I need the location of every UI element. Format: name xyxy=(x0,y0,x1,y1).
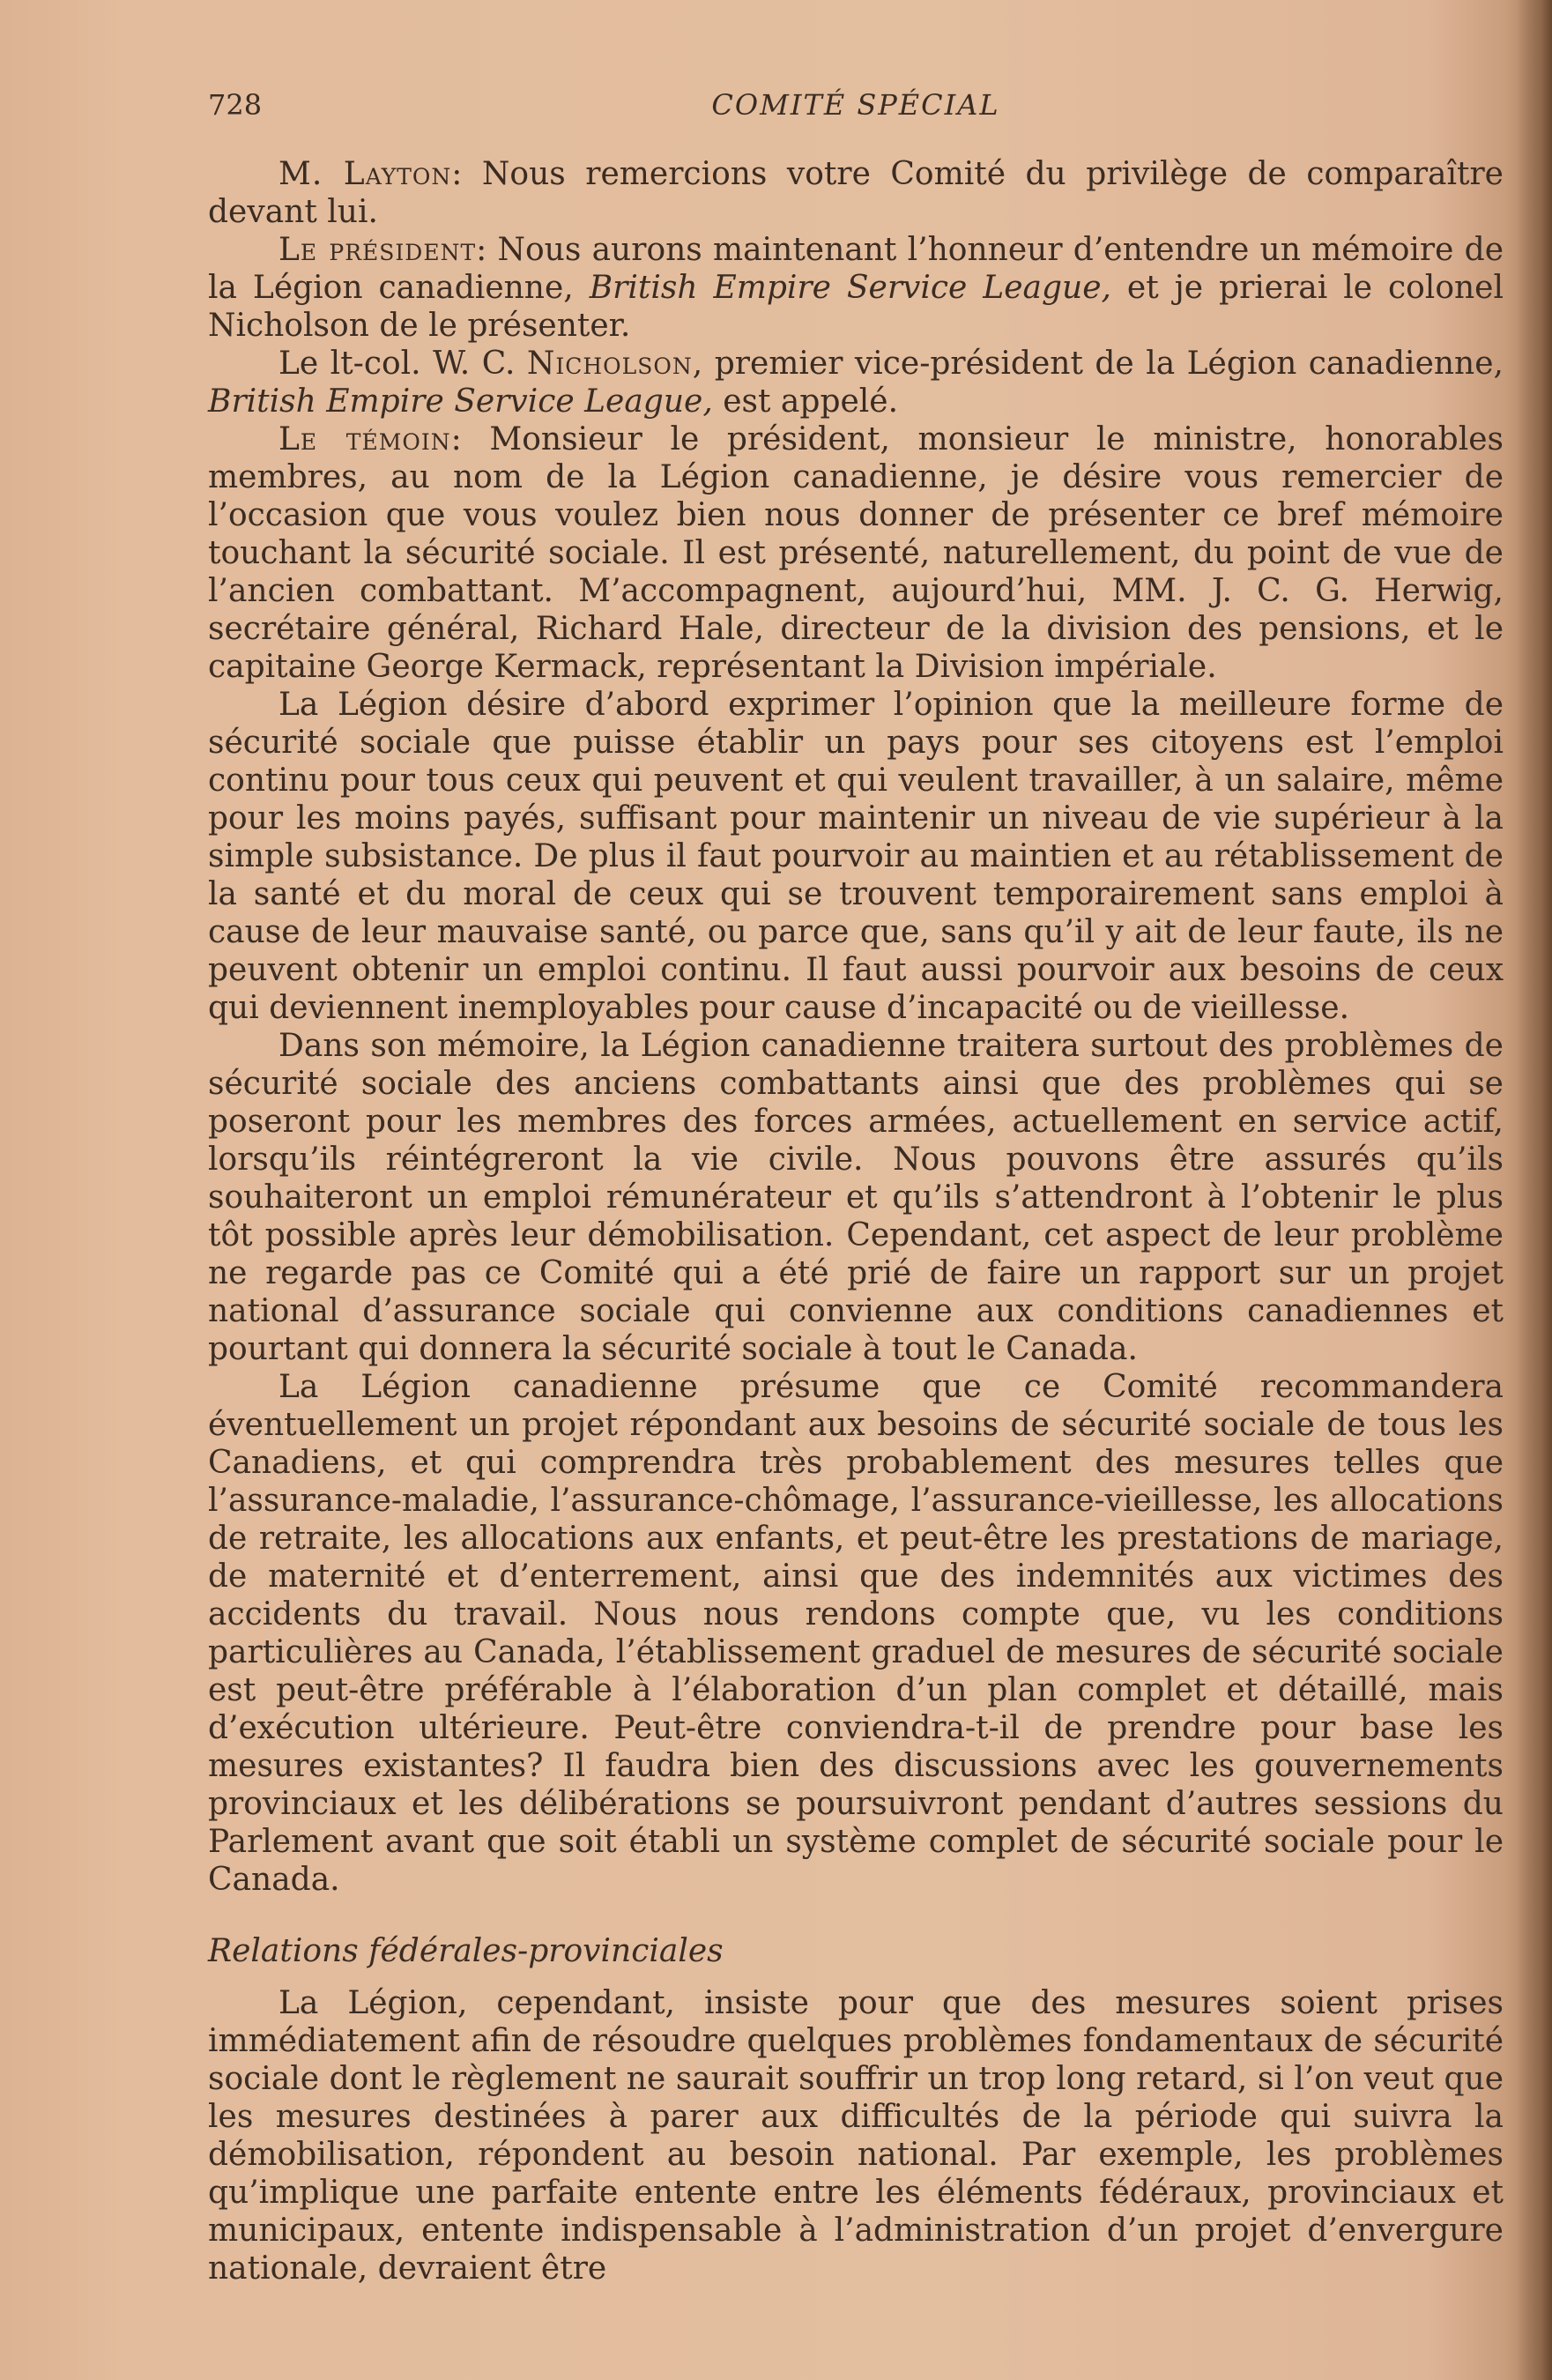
page-header xyxy=(208,88,1504,132)
paragraph-text: et je prierai le colonel Nicholson de le présenter. xyxy=(208,270,1504,344)
speaker-name: Le président xyxy=(278,232,477,268)
paragraph-text: : Nous remercions votre Comité du privilège de comparaître devant lui. xyxy=(208,156,1504,230)
body-text xyxy=(208,155,1504,2287)
paragraph-layton xyxy=(208,155,1504,231)
paragraph-text: : Nous aurons maintenant l’honneur d’entendre un mémoire de la Légion canadienne, xyxy=(208,232,1504,306)
paragraph-nicholson xyxy=(208,345,1504,420)
paragraph-recommendation: La Légion canadienne présume que ce Comité recommandera éventuellement un projet répondant aux besoins de sécurité sociale de tous les Canadiens, et qui comprendra très probablement des mesures telles que l’assurance-maladie, l’assurance-chômage, l’assurance-vieillesse, les allocations de retraite, les allocations aux enfants, et peut-être les prestations de mariage, de maternité et d’enterrement, ainsi que des indemnités aux victimes des accidents du travail. Nous nous rendons compte que, vu les conditions particulières au Canada, l’établissement graduel de mesures de sécurité sociale est peut-être préférable à l’élaboration d’un plan complet et détaillé, mais d’exécution ultérieure. Peut-être conviendra-t-il de prendre pour base les mesures existantes? Il faudra bien des discussions avec les gouvernements provinciaux et les délibérations se poursuivront pendant d’autres sessions du Parlement avant que soit établi un système complet de sécurité sociale pour le Canada. xyxy=(208,1369,1504,1898)
paragraph-veterans: Dans son mémoire, la Légion canadienne traitera surtout des problèmes de sécurité sociale des anciens combattants ainsi que des problèmes qui se poseront pour les membres des forces armées, actuellement en service actif, lorsqu’ils réintégreront la vie civile. Nous pouvons être assurés qu’ils souhaiteront un emploi rémunérateur et qu’ils s’attendront à l’obtenir le plus tôt possible après leur démobilisation. Cependant, cet aspect de leur problème ne regarde pas ce Comité qui a été prié de faire un rapport sur un projet national d’assurance sociale qui convienne aux conditions canadiennes et pourtant qui donnera la sécurité sociale à tout le Canada. xyxy=(208,1028,1504,1367)
speaker-name: Nicholson xyxy=(526,346,693,382)
organization-name: British Empire Service League, xyxy=(208,383,713,420)
speaker-name: M. Layton xyxy=(278,156,452,192)
paragraph-text: est appelé. xyxy=(712,383,899,420)
section-heading: Relations fédérales-provinciales xyxy=(208,1933,724,1969)
page-number: 728 xyxy=(208,88,263,122)
paragraph-text: , premier vice-président de la Légion canadienne, xyxy=(692,346,1504,382)
running-head: COMITÉ SPÉCIAL xyxy=(711,88,1000,122)
paragraph-president xyxy=(208,231,1504,345)
paragraph-text: Le lt-col. W. C. xyxy=(278,346,527,382)
paragraph-text: : Monsieur le président, monsieur le ministre, honorables membres, au nom de la Légion canadienne, je désire vous remercier de l’occasion que vous voulez bien nous donner de présenter ce bref mémoire touchant la sécurité sociale. Il est présenté, naturellement, du point de vue de l’ancien combattant. M’accompagnent, aujourd’hui, MM. J. C. G. Herwig, secrétaire général, Richard Hale, directeur de la division des pensions, et le capitaine George Kermack, représentant la Division impériale. xyxy=(208,421,1504,685)
organization-name: British Empire Service League, xyxy=(589,270,1111,306)
paragraph-federal-provincial: La Légion, cependant, insiste pour que des mesures soient prises immédiatement afin de résoudre quelques problèmes fondamentaux de sécurité sociale dont le règlement ne saurait souffrir un trop long retard, si l’on veut que les mesures destinées à parer aux difficultés de la période qui suivra la démobilisation, répondent au besoin national. Par exemple, les problèmes qu’implique une parfaite entente entre les éléments fédéraux, provinciaux et municipaux, entente indispensable à l’administration d’un projet d’envergure nationale, devraient être xyxy=(208,1985,1504,2287)
speaker-name: Le témoin xyxy=(278,421,451,457)
paragraph-social-security: La Légion désire d’abord exprimer l’opinion que la meilleure forme de sécurité sociale que puisse établir un pays pour ses citoyens est l’emploi continu pour tous ceux qui peuvent et qui veulent travailler, à un salaire, même pour les moins payés, suffisant pour maintenir un niveau de vie supérieur à la simple subsistance. De plus il faut pourvoir au maintien et au rétablissement de la santé et du moral de ceux qui se trouvent temporairement sans emploi à cause de leur mauvaise santé, ou parce que, sans qu’il y ait de leur faute, ils ne peuvent obtenir un emploi continu. Il faut aussi pourvoir aux besoins de ceux qui deviennent inemployables pour cause d’incapacité ou de vieillesse. xyxy=(208,687,1504,1026)
paragraph-witness xyxy=(208,420,1504,686)
page-edge-shadow xyxy=(1517,0,1552,2380)
